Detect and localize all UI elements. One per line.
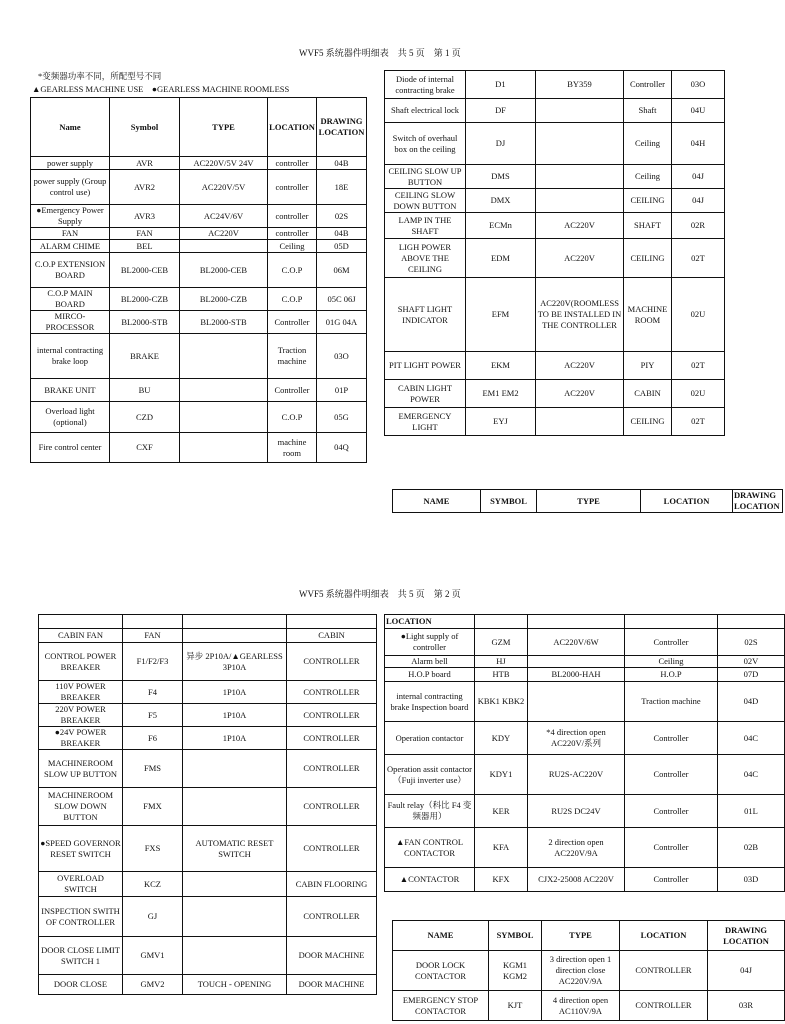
table-cell: controller (268, 170, 317, 205)
table-cell: Alarm bell (385, 656, 475, 668)
table-header-row (393, 921, 785, 951)
table-cell (183, 750, 287, 788)
table-row (385, 615, 785, 629)
table-cell: C.O.P (268, 253, 317, 288)
table-row (31, 334, 367, 379)
table-row (31, 205, 367, 228)
table-row (385, 123, 725, 165)
table-cell: power supply (Group control use) (31, 170, 110, 205)
table-cell: 02S (317, 205, 367, 228)
header-type: TYPE (542, 921, 620, 951)
table-cell: 3 direction open 1 direction close AC220V/9A (542, 951, 620, 991)
table-cell: Shaft electrical lock (385, 99, 466, 123)
table-row (385, 755, 785, 795)
table-cell: 110V POWER BREAKER (39, 681, 123, 704)
page2-left-table (38, 614, 377, 995)
table-cell: 02V (718, 656, 785, 668)
table-row (393, 991, 785, 1021)
table-cell: KBK1 KBK2 (475, 682, 528, 722)
table-cell: KFX (475, 868, 528, 892)
table-cell: CABIN FLOORING (287, 872, 377, 897)
header-type: TYPE (537, 490, 641, 513)
table-row (385, 213, 725, 239)
table-cell: HJ (475, 656, 528, 668)
table-cell: DJ (466, 123, 536, 165)
header-name: NAME (393, 921, 489, 951)
table-row (31, 311, 367, 334)
table-cell: CONTROLLER (620, 951, 708, 991)
header-location: LOCATION (620, 921, 708, 951)
table-cell: 1P10A (183, 681, 287, 704)
table-cell: BU (110, 379, 180, 402)
table-cell: Controller (624, 71, 672, 99)
table-cell: 异步 2P10A/▲GEARLESS 3P10A (183, 643, 287, 681)
table-cell: CEILING (624, 408, 672, 436)
table-cell: AC220V (536, 213, 624, 239)
table-row (39, 704, 377, 727)
table-cell: CONTROLLER (287, 788, 377, 826)
header-name: NAME (393, 490, 481, 513)
table-cell: AC220V (180, 228, 268, 240)
table-cell: AVR3 (110, 205, 180, 228)
table-cell: PIY (624, 352, 672, 380)
table-row (385, 408, 725, 436)
table-row (385, 828, 785, 868)
table-cell: F6 (123, 727, 183, 750)
table-row (31, 288, 367, 311)
table-cell: 05C 06J (317, 288, 367, 311)
table-cell: CEILING SLOW UP BUTTON (385, 165, 466, 189)
table-cell: 06M (317, 253, 367, 288)
table-cell: 04D (718, 682, 785, 722)
table-cell: CONTROLLER (287, 750, 377, 788)
table-row (39, 681, 377, 704)
table-cell: MACHINE ROOM (624, 278, 672, 352)
table-cell: DOOR CLOSE LIMIT SWITCH 1 (39, 937, 123, 975)
page2-sub-table (392, 920, 785, 1021)
header-location: LOCATION (641, 490, 733, 513)
table-cell: BL2000-CEB (110, 253, 180, 288)
table-cell: Fault relay（科比 F4 变频器用） (385, 795, 475, 828)
table-cell: ▲CONTACTOR (385, 868, 475, 892)
table-row (385, 682, 785, 722)
table-cell: CZD (110, 402, 180, 433)
table-cell: FAN (123, 629, 183, 643)
table-cell: D1 (466, 71, 536, 99)
table-cell: BL2000-CEB (180, 253, 268, 288)
table-cell: AC220V/5V (180, 170, 268, 205)
table-cell: FMS (123, 750, 183, 788)
table-cell: EM1 EM2 (466, 380, 536, 408)
table-cell: 07D (718, 668, 785, 682)
table-cell: 01P (317, 379, 367, 402)
table-cell (183, 629, 287, 643)
table-cell: EMERGENCY STOP CONTACTOR (393, 991, 489, 1021)
table-cell: 05G (317, 402, 367, 433)
table-cell: CEILING SLOW DOWN BUTTON (385, 189, 466, 213)
table-cell: 01L (718, 795, 785, 828)
table-cell: MACHINEROOM SLOW DOWN BUTTON (39, 788, 123, 826)
table-row (385, 278, 725, 352)
table-cell: 220V POWER BREAKER (39, 704, 123, 727)
table-cell: power supply (31, 157, 110, 170)
table-cell: EKM (466, 352, 536, 380)
table-cell: controller (268, 228, 317, 240)
table-cell: ●SPEED GOVERNOR RESET SWITCH (39, 826, 123, 872)
table-cell: Controller (625, 828, 718, 868)
table-cell: Fire control center (31, 433, 110, 463)
table-cell: CONTROL POWER BREAKER (39, 643, 123, 681)
table-cell: GMV1 (123, 937, 183, 975)
table-cell: GJ (123, 897, 183, 937)
table-cell: KFA (475, 828, 528, 868)
table-cell: 05D (317, 240, 367, 253)
table-cell: 04H (672, 123, 725, 165)
table-row (385, 668, 785, 682)
table-cell: AC220V (536, 380, 624, 408)
table-row (39, 975, 377, 995)
header-name: Name (31, 98, 110, 157)
table-cell: MACHINEROOM SLOW UP BUTTON (39, 750, 123, 788)
table-row (39, 629, 377, 643)
table-row (31, 433, 367, 463)
table-cell (180, 334, 268, 379)
table-cell: Switch of overhaul box on the ceiling (385, 123, 466, 165)
table-cell: 02T (672, 352, 725, 380)
table-cell: AC220V(ROOMLESS TO BE INSTALLED IN THE CONTROLLER (536, 278, 624, 352)
table-cell: GMV2 (123, 975, 183, 995)
table-cell: Controller (625, 629, 718, 656)
table-cell: ▲FAN CONTROL CONTACTOR (385, 828, 475, 868)
table-cell (183, 937, 287, 975)
table-row (385, 99, 725, 123)
table-cell: DOOR LOCK CONTACTOR (393, 951, 489, 991)
table-cell: AC220V (536, 239, 624, 278)
table-cell: 03O (672, 71, 725, 99)
table-cell: H.O.P board (385, 668, 475, 682)
table-cell: AC220V (536, 352, 624, 380)
header-symbol: SYMBOL (489, 921, 542, 951)
table-cell: 03D (718, 868, 785, 892)
table-cell: CJX2-25008 AC220V (528, 868, 625, 892)
table-cell: CONTROLLER (287, 704, 377, 727)
header-type: TYPE (180, 98, 268, 157)
page2-right-table (384, 614, 785, 892)
table-cell: BRAKE (110, 334, 180, 379)
table-cell: F1/F2/F3 (123, 643, 183, 681)
table-cell: FMX (123, 788, 183, 826)
table-cell: CONTROLLER (287, 643, 377, 681)
table-cell: CABIN FAN (39, 629, 123, 643)
table-cell: Overload light (optional) (31, 402, 110, 433)
page1-note-cn: *变频器功率不同，所配型号不同 (38, 71, 162, 81)
table-row (385, 722, 785, 755)
table-cell: 02S (718, 629, 785, 656)
table-cell: KCZ (123, 872, 183, 897)
table-row (39, 826, 377, 872)
table-row (385, 868, 785, 892)
table-cell (180, 379, 268, 402)
table-cell: AVR (110, 157, 180, 170)
table-cell: machine room (268, 433, 317, 463)
table-cell: KER (475, 795, 528, 828)
table-cell: 02T (672, 239, 725, 278)
page2-title: WVF5 系统器件明细表 共 5 页 第 2 页 (299, 589, 461, 599)
table-cell: 1P10A (183, 704, 287, 727)
table-cell (536, 165, 624, 189)
table-row (385, 239, 725, 278)
table-cell: OVERLOAD SWITCH (39, 872, 123, 897)
table-cell: DF (466, 99, 536, 123)
table-cell: Controller (268, 311, 317, 334)
table-cell: 04J (672, 189, 725, 213)
table-cell: 4 direction open AC110V/9A (542, 991, 620, 1021)
table-cell: 02U (672, 278, 725, 352)
table-row (385, 795, 785, 828)
table-cell: KDY1 (475, 755, 528, 795)
table-cell: 18E (317, 170, 367, 205)
table-cell: BL2000-CZB (110, 288, 180, 311)
table-cell: DOOR CLOSE (39, 975, 123, 995)
table-cell: FAN (31, 228, 110, 240)
table-cell: CEILING (624, 239, 672, 278)
table-cell: PIT LIGHT POWER (385, 352, 466, 380)
table-cell: internal contracting brake loop (31, 334, 110, 379)
header-symbol: SYMBOL (481, 490, 537, 513)
table-row (39, 872, 377, 897)
page1-legend: ▲GEARLESS MACHINE USE ●GEARLESS MACHINE ROOMLESS (32, 84, 290, 94)
table-row (39, 897, 377, 937)
table-cell: CABIN (624, 380, 672, 408)
table-cell: FAN (110, 228, 180, 240)
table-cell: KGM1 KGM2 (489, 951, 542, 991)
table-cell: 04B (317, 228, 367, 240)
table-row (385, 71, 725, 99)
table-cell: 02T (672, 408, 725, 436)
table-cell: controller (268, 157, 317, 170)
table-row (393, 951, 785, 991)
table-cell: BY359 (536, 71, 624, 99)
table-row (385, 629, 785, 656)
table-row (39, 615, 377, 629)
table-cell (180, 433, 268, 463)
table-cell: LAMP IN THE SHAFT (385, 213, 466, 239)
page1-right-table (384, 70, 725, 436)
table-cell: MIRCO-PROCESSOR (31, 311, 110, 334)
table-row (31, 253, 367, 288)
table-cell: ECMn (466, 213, 536, 239)
table-cell: Traction machine (268, 334, 317, 379)
table-cell: 04B (317, 157, 367, 170)
table-cell: *4 direction open AC220V/系列 (528, 722, 625, 755)
table-cell: Controller (625, 722, 718, 755)
table-row (385, 656, 785, 668)
table-cell: AC24V/6V (180, 205, 268, 228)
table-cell: Operation contactor (385, 722, 475, 755)
table-cell: 02B (718, 828, 785, 868)
table-cell: Ceiling (268, 240, 317, 253)
table-cell: Controller (268, 379, 317, 402)
table-cell (180, 402, 268, 433)
table-row (31, 240, 367, 253)
table-cell: ●24V POWER BREAKER (39, 727, 123, 750)
table-cell (183, 897, 287, 937)
table-cell: 04C (718, 722, 785, 755)
table-cell (536, 99, 624, 123)
table-cell: RU2S DC24V (528, 795, 625, 828)
table-cell: Shaft (624, 99, 672, 123)
table-cell: Ceiling (624, 123, 672, 165)
table-row (31, 402, 367, 433)
table-cell: EFM (466, 278, 536, 352)
table-cell: F5 (123, 704, 183, 727)
page1-left-table (30, 97, 367, 463)
header-drawing-location: DRAWING LOCATION (708, 921, 785, 951)
table-cell: CONTROLLER (620, 991, 708, 1021)
header-drawing-location: DRAWING LOCATION (317, 98, 367, 157)
table-cell: AVR2 (110, 170, 180, 205)
table-cell: controller (268, 205, 317, 228)
table-cell: CXF (110, 433, 180, 463)
table-cell: CONTROLLER (287, 727, 377, 750)
table-cell (528, 656, 625, 668)
table-cell: ALARM CHIME (31, 240, 110, 253)
table-row (31, 228, 367, 240)
table-cell: CABIN LIGHT POWER (385, 380, 466, 408)
table-header-row (31, 98, 367, 157)
table-cell: DMX (466, 189, 536, 213)
table-cell: CONTROLLER (287, 826, 377, 872)
table-cell: Diode of internal contracting brake (385, 71, 466, 99)
table-row (385, 189, 725, 213)
table-row (385, 352, 725, 380)
table-cell: DOOR MACHINE (287, 975, 377, 995)
table-cell: C.O.P EXTENSION BOARD (31, 253, 110, 288)
table-cell (183, 788, 287, 826)
table-cell: SHAFT (624, 213, 672, 239)
table-cell: Traction machine (625, 682, 718, 722)
table-cell: GZM (475, 629, 528, 656)
table-header-row (393, 490, 783, 513)
table-cell: Ceiling (625, 656, 718, 668)
table-row (31, 379, 367, 402)
table-cell: H.O.P (625, 668, 718, 682)
table-cell: 02U (672, 380, 725, 408)
table-cell: KDY (475, 722, 528, 755)
location-label: LOCATION (385, 615, 475, 629)
table-row (31, 170, 367, 205)
table-cell: C.O.P (268, 402, 317, 433)
table-cell: CONTROLLER (287, 897, 377, 937)
table-row (39, 750, 377, 788)
table-cell: CONTROLLER (287, 681, 377, 704)
page1-bottom-header-table (392, 489, 783, 513)
table-cell: BL2000-STB (110, 311, 180, 334)
table-row (31, 157, 367, 170)
table-cell: BRAKE UNIT (31, 379, 110, 402)
page1-title: WVF5 系统器件明细表 共 5 页 第 1 页 (299, 48, 461, 58)
table-cell: 02R (672, 213, 725, 239)
table-cell: LIGH POWER ABOVE THE CEILING (385, 239, 466, 278)
table-cell: 04J (672, 165, 725, 189)
table-cell (536, 408, 624, 436)
table-cell: Operation assit contactor（Fuji inverter use） (385, 755, 475, 795)
table-cell: C.O.P MAIN BOARD (31, 288, 110, 311)
table-cell (528, 682, 625, 722)
table-cell: 01G 04A (317, 311, 367, 334)
table-cell (536, 189, 624, 213)
table-cell: Controller (625, 795, 718, 828)
table-row (39, 643, 377, 681)
table-cell: SHAFT LIGHT INDICATOR (385, 278, 466, 352)
table-cell: BL2000-HAH (528, 668, 625, 682)
table-cell: TOUCH - OPENING (183, 975, 287, 995)
table-cell: F4 (123, 681, 183, 704)
table-cell: AC220V/6W (528, 629, 625, 656)
table-cell (180, 240, 268, 253)
table-cell: DMS (466, 165, 536, 189)
table-cell: FXS (123, 826, 183, 872)
table-cell: BEL (110, 240, 180, 253)
table-cell: C.O.P (268, 288, 317, 311)
table-cell: 04J (708, 951, 785, 991)
table-cell: EMERGENCY LIGHT (385, 408, 466, 436)
table-cell: 03R (708, 991, 785, 1021)
table-row (385, 165, 725, 189)
table-cell: Controller (625, 868, 718, 892)
header-location: LOCATION (268, 98, 317, 157)
table-cell: AUTOMATIC RESET SWITCH (183, 826, 287, 872)
header-drawing-location: DRAWING LOCATION (733, 490, 783, 513)
table-cell: 04U (672, 99, 725, 123)
table-cell: ●Emergency Power Supply (31, 205, 110, 228)
table-cell: 2 direction open AC220V/9A (528, 828, 625, 868)
table-cell: Controller (625, 755, 718, 795)
table-cell: 1P10A (183, 727, 287, 750)
table-cell: EDM (466, 239, 536, 278)
table-row (39, 788, 377, 826)
table-cell: INSPECTION SWITH OF CONTROLLER (39, 897, 123, 937)
table-row (385, 380, 725, 408)
table-cell (536, 123, 624, 165)
table-cell: BL2000-CZB (180, 288, 268, 311)
table-cell: RU2S-AC220V (528, 755, 625, 795)
table-cell: 04C (718, 755, 785, 795)
table-row (39, 937, 377, 975)
table-cell: HTB (475, 668, 528, 682)
header-symbol: Symbol (110, 98, 180, 157)
table-cell (183, 872, 287, 897)
table-cell: CABIN (287, 629, 377, 643)
table-cell: DOOR MACHINE (287, 937, 377, 975)
table-cell: AC220V/5V 24V (180, 157, 268, 170)
table-cell: EYJ (466, 408, 536, 436)
table-cell: KJT (489, 991, 542, 1021)
table-cell: BL2000-STB (180, 311, 268, 334)
table-cell: Ceiling (624, 165, 672, 189)
table-cell: 03O (317, 334, 367, 379)
table-cell: internal contracting brake Inspection board (385, 682, 475, 722)
table-cell: CEILING (624, 189, 672, 213)
table-cell: ●Light supply of controller (385, 629, 475, 656)
table-row (39, 727, 377, 750)
table-cell: 04Q (317, 433, 367, 463)
